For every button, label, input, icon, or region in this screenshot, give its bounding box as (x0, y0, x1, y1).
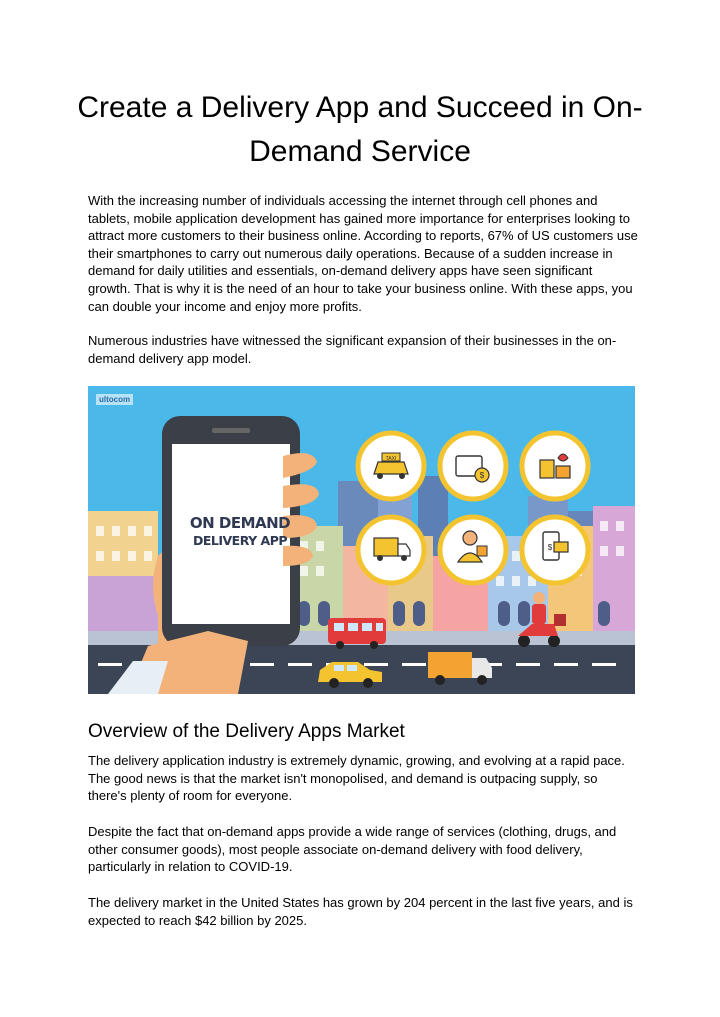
city-scene (88, 386, 635, 694)
svg-text:$: $ (547, 543, 553, 552)
intro-paragraph-2: Numerous industries have witnessed the significant expansion of their businesses in the on-demand delivery app model. (88, 333, 617, 366)
intro-paragraph-1: With the increasing number of individuals accessing the internet through cell phones and tablets, mobile application development has gained more importance for enterprises looking to attract more customers to their business online. According to reports, 67% of US customers use their smartphones to carry out numerous daily operations. Because of a sudden increase in demand for daily utilities and essentials, on-demand delivery apps have seen significant growth. That is why it is the need of an hour to take your business online. With these apps, you can double your income and enjoy more profits. (88, 193, 638, 314)
phone-text-line1: ON DEMAND (189, 514, 291, 532)
brand-logo: ultocom (96, 394, 133, 405)
section-heading: Overview of the Delivery Apps Market (88, 721, 405, 742)
page-title: Create a Delivery App and Succeed in On-Demand Service (77, 91, 643, 168)
section-paragraph-2: Despite the fact that on-demand apps provide a wide range of services (clothing, drugs, and other consumer goods), most people associate on-demand delivery with food delivery, particularly in relation to COVID-19. (88, 824, 617, 875)
hero-illustration (88, 386, 635, 694)
section-paragraph-1: The delivery application industry is extremely dynamic, growing, and evolving at a rapid pace. The good news is that the market isn't monopolised, and demand is outpacing supply, so there's plenty of room for everyone. (88, 753, 625, 804)
taxi-sign-text: TAXI (385, 456, 397, 462)
svg-text:$: $ (479, 471, 485, 480)
phone-text-line2: DELIVERY APP (192, 533, 288, 548)
section-paragraph-3: The delivery market in the United States has grown by 204 percent in the last five years, and is expected to reach $42 billion by 2025. (88, 895, 633, 928)
phone-screen-text (184, 514, 296, 549)
